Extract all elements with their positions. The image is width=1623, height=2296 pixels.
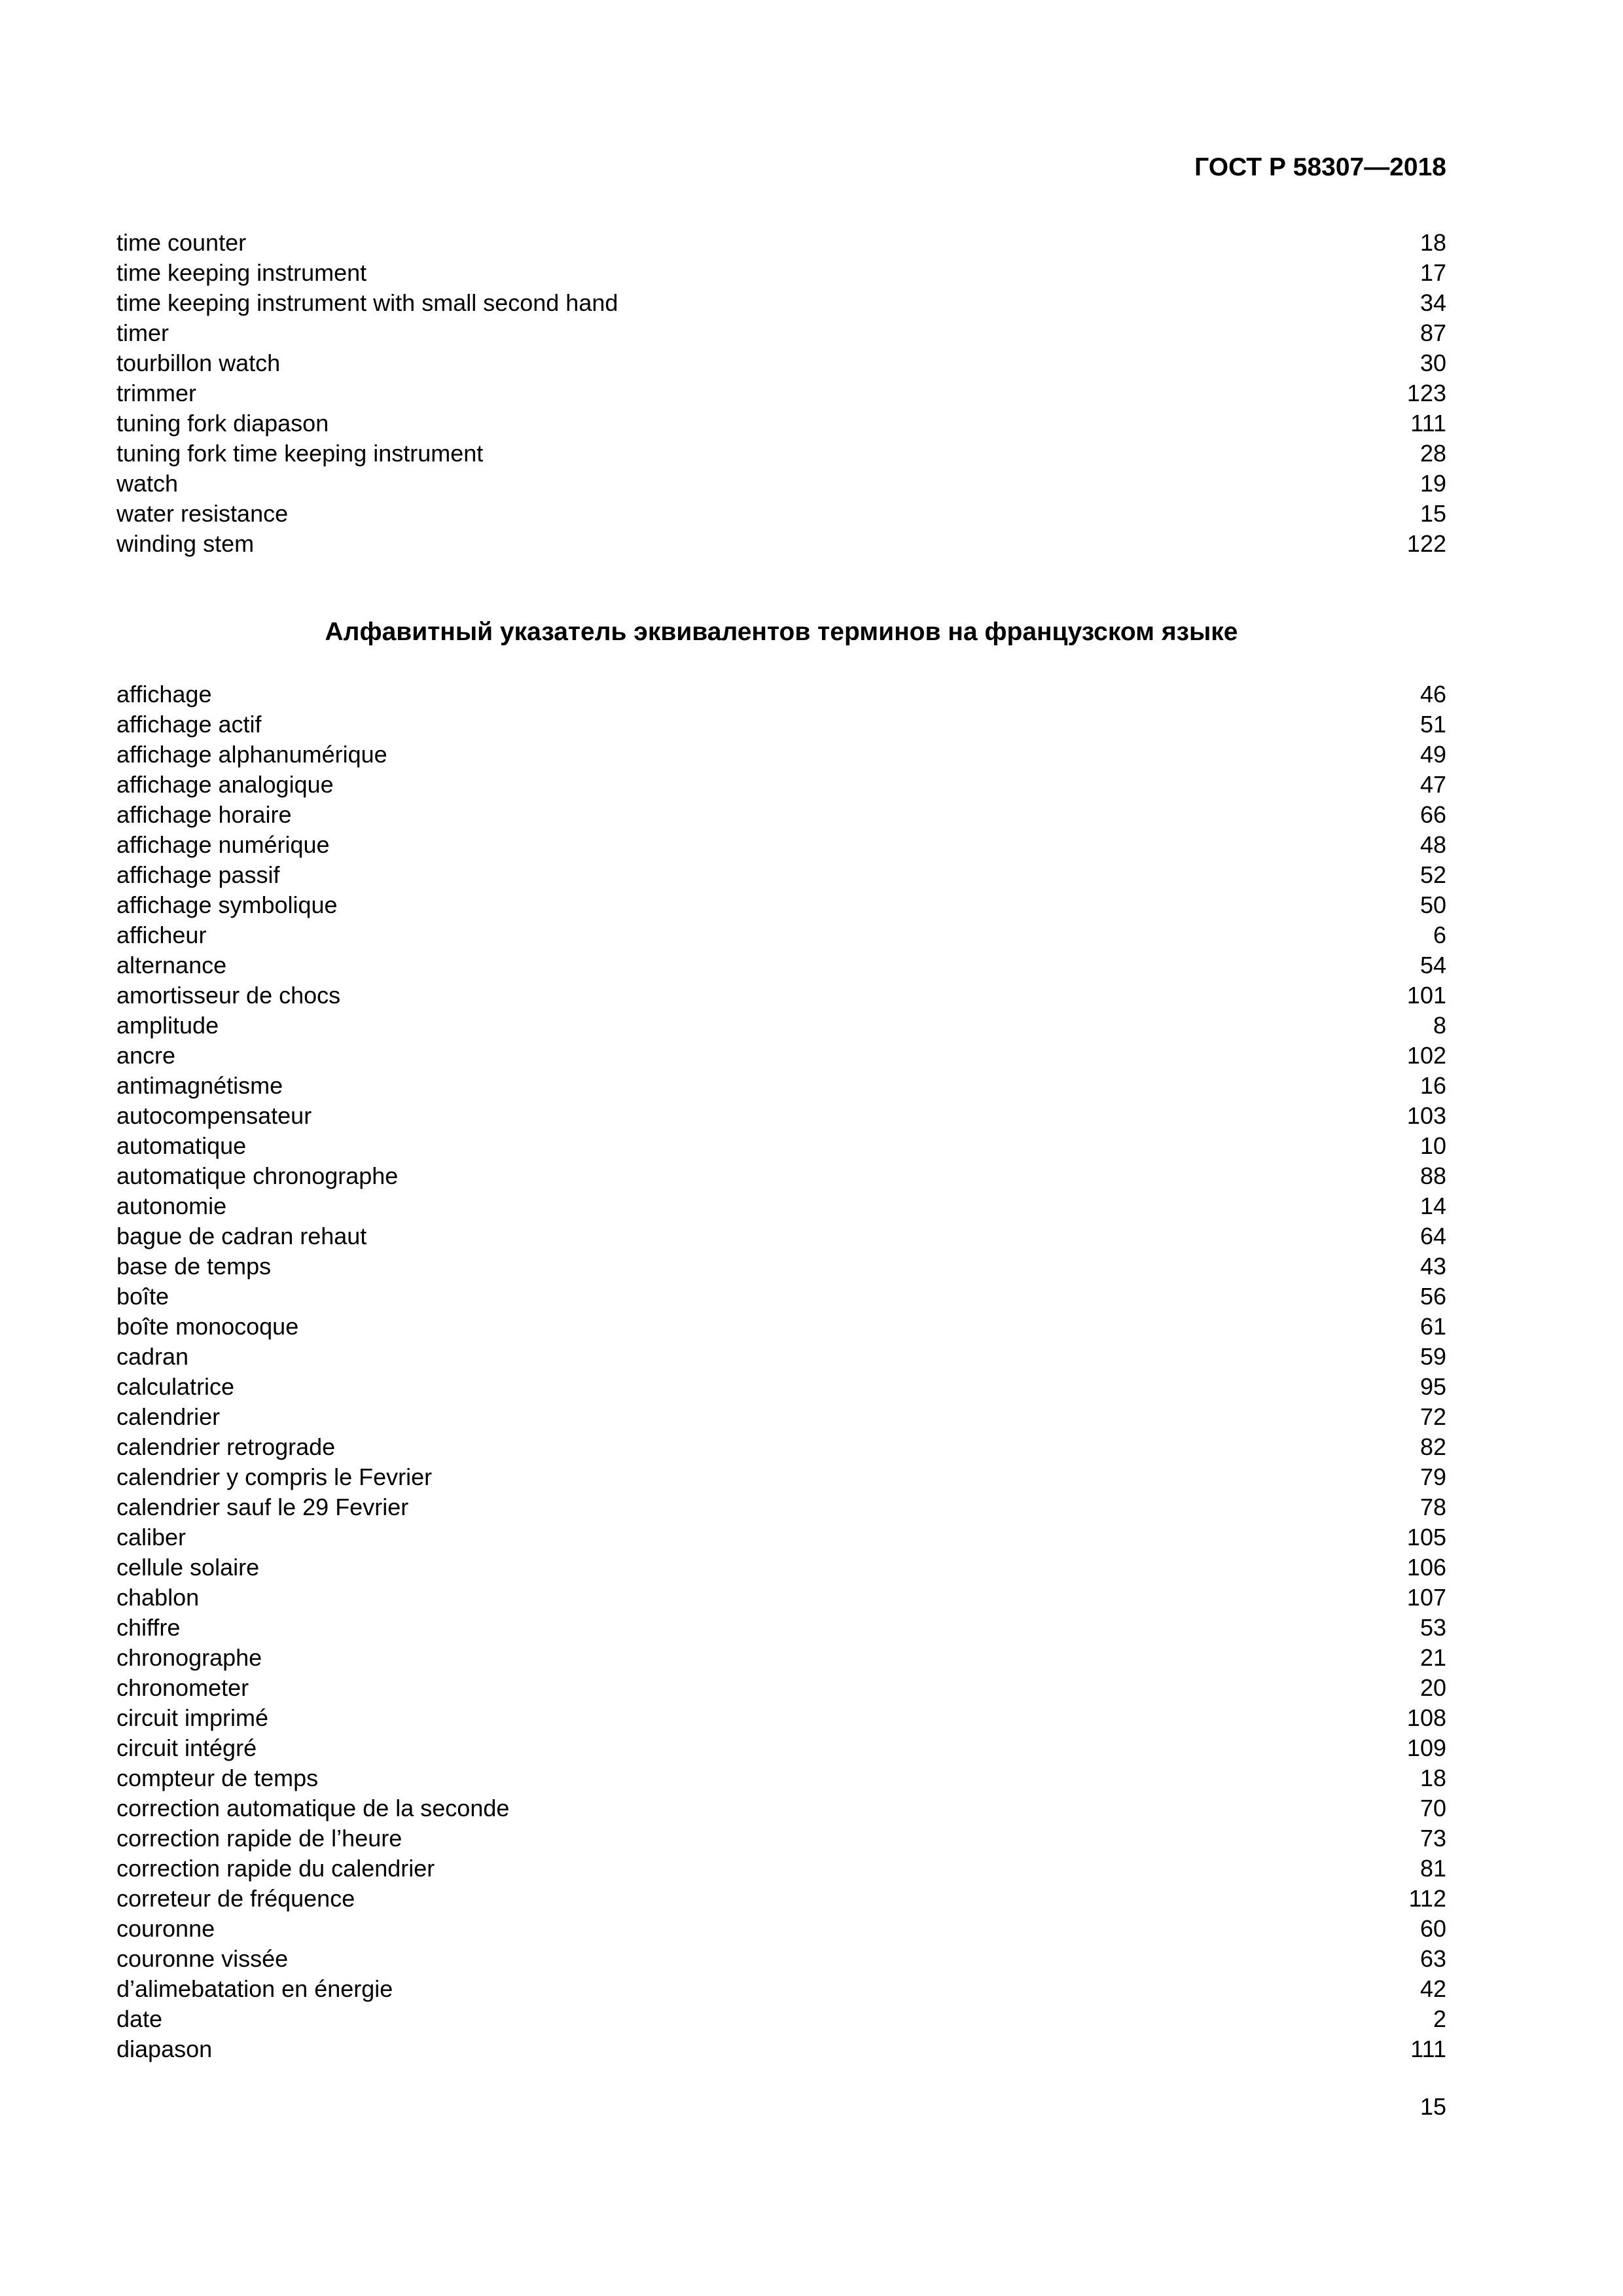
index-term: amortisseur de chocs	[116, 982, 341, 1009]
index-entry	[116, 1101, 1446, 1131]
page-number: 15	[1419, 2093, 1446, 2120]
index-term: cadran	[116, 1343, 189, 1370]
index-term: correction automatique de la seconde	[116, 1795, 510, 1821]
index-number: 19	[1419, 470, 1446, 497]
index-entry	[116, 1402, 1446, 1432]
index-term: boîte	[116, 1283, 169, 1310]
index-number: 34	[1419, 289, 1446, 316]
index-term: diapason	[116, 2036, 213, 2062]
index-entry	[116, 1522, 1446, 1552]
index-number: 51	[1419, 711, 1446, 738]
index-entry	[116, 1251, 1446, 1282]
index-entry	[116, 770, 1446, 800]
index-number: 53	[1419, 1614, 1446, 1641]
index-term: correteur de fréquence	[116, 1885, 355, 1912]
index-entry	[116, 499, 1446, 529]
index-number: 30	[1419, 350, 1446, 376]
index-number: 60	[1419, 1915, 1446, 1942]
index-number: 111	[1410, 2036, 1446, 2062]
index-entry	[116, 1131, 1446, 1161]
index-number: 72	[1419, 1403, 1446, 1430]
index-number: 50	[1419, 891, 1446, 918]
index-number: 28	[1419, 440, 1446, 467]
index-entry	[116, 1613, 1446, 1643]
index-entry	[116, 1492, 1446, 1522]
index-term: chiffre	[116, 1614, 181, 1641]
index-entry	[116, 980, 1446, 1011]
index-term: correction rapide de l’heure	[116, 1825, 402, 1852]
index-term: automatique	[116, 1132, 247, 1159]
index-number: 66	[1419, 801, 1446, 828]
index-term: affichage	[116, 681, 212, 708]
index-entry	[116, 1854, 1446, 1884]
index-entry	[116, 469, 1446, 499]
index-entry	[116, 1041, 1446, 1071]
index-term: antimagnétisme	[116, 1072, 283, 1099]
index-term: affichage analogique	[116, 771, 334, 798]
index-entry	[116, 1342, 1446, 1372]
index-term: date	[116, 2005, 163, 2032]
index-entry	[116, 1643, 1446, 1673]
index-term: calendrier y compris le Fevrier	[116, 1463, 433, 1490]
index-entry	[116, 378, 1446, 408]
index-term: d’alimebatation en énergie	[116, 1975, 393, 2002]
index-number: 47	[1419, 771, 1446, 798]
index-number: 107	[1406, 1584, 1446, 1611]
index-term: winding stem	[116, 530, 255, 557]
index-term: trimmer	[116, 380, 196, 406]
index-term: caliber	[116, 1524, 187, 1551]
index-number: 48	[1419, 831, 1446, 858]
index-entry	[116, 1884, 1446, 1914]
index-entry	[116, 1793, 1446, 1823]
index-term: time counter	[116, 229, 247, 256]
index-term: calendrier retrograde	[116, 1433, 336, 1460]
index-number: 102	[1406, 1042, 1446, 1069]
index-number: 42	[1419, 1975, 1446, 2002]
index-term: calculatrice	[116, 1373, 235, 1400]
index-entry	[116, 1432, 1446, 1462]
index-entry	[116, 258, 1446, 288]
index-number: 106	[1406, 1554, 1446, 1581]
index-entry	[116, 709, 1446, 740]
index-number: 18	[1419, 1765, 1446, 1791]
index-entry	[116, 1583, 1446, 1613]
index-term: calendrier sauf le 29 Fevrier	[116, 1494, 409, 1520]
index-term: affichage alphanumérique	[116, 741, 387, 768]
index-entry	[116, 1071, 1446, 1101]
index-entry	[116, 1703, 1446, 1733]
index-number: 54	[1419, 952, 1446, 978]
index-number: 6	[1433, 922, 1446, 948]
index-number: 123	[1406, 380, 1446, 406]
index-number: 52	[1419, 861, 1446, 888]
index-term: affichage horaire	[116, 801, 292, 828]
index-entry	[116, 288, 1446, 318]
index-number: 14	[1419, 1193, 1446, 1219]
index-entry	[116, 1974, 1446, 2004]
index-number: 112	[1408, 1885, 1446, 1912]
index-number: 61	[1419, 1313, 1446, 1340]
index-number: 70	[1419, 1795, 1446, 1821]
index-entry	[116, 1312, 1446, 1342]
index-number: 21	[1419, 1644, 1446, 1671]
index-term: tuning fork time keeping instrument	[116, 440, 484, 467]
index-term: automatique chronographe	[116, 1162, 399, 1189]
index-entry	[116, 439, 1446, 469]
index-number: 63	[1419, 1945, 1446, 1972]
index-number: 122	[1406, 530, 1446, 557]
index-entry	[116, 529, 1446, 559]
index-term: affichage symbolique	[116, 891, 338, 918]
index-term: base de temps	[116, 1253, 272, 1280]
index-number: 56	[1419, 1283, 1446, 1310]
index-number: 108	[1406, 1704, 1446, 1731]
index-number: 79	[1419, 1463, 1446, 1490]
index-number: 105	[1406, 1524, 1446, 1551]
document-id-header: ГОСТ Р 58307—2018	[1194, 153, 1446, 181]
index-term: correction rapide du calendrier	[116, 1855, 435, 1882]
index-number: 59	[1419, 1343, 1446, 1370]
index-entry	[116, 800, 1446, 830]
index-number: 101	[1406, 982, 1446, 1009]
index-term: amplitude	[116, 1012, 219, 1039]
index-term: time keeping instrument	[116, 259, 367, 286]
index-term: calendrier	[116, 1403, 221, 1430]
index-entry	[116, 348, 1446, 378]
index-term: time keeping instrument with small second hand	[116, 289, 618, 316]
index-term: affichage numérique	[116, 831, 330, 858]
index-number: 17	[1419, 259, 1446, 286]
index-number: 82	[1419, 1433, 1446, 1460]
index-number: 78	[1419, 1494, 1446, 1520]
index-entry	[116, 950, 1446, 980]
index-entry	[116, 1763, 1446, 1793]
index-entry	[116, 1011, 1446, 1041]
index-entry	[116, 228, 1446, 258]
index-entry	[116, 740, 1446, 770]
index-entry	[116, 679, 1446, 709]
index-entry	[116, 1552, 1446, 1583]
index-entry	[116, 318, 1446, 348]
index-term: bague de cadran rehaut	[116, 1223, 367, 1249]
index-term: circuit intégré	[116, 1734, 257, 1761]
french-index-list	[116, 679, 1446, 2064]
index-term: afficheur	[116, 922, 207, 948]
index-entry	[116, 920, 1446, 950]
index-number: 111	[1410, 410, 1446, 437]
index-number: 8	[1433, 1012, 1446, 1039]
index-entry	[116, 1914, 1446, 1944]
index-entry	[116, 1191, 1446, 1221]
index-term: affichage passif	[116, 861, 280, 888]
index-entry	[116, 2004, 1446, 2034]
index-number: 49	[1419, 741, 1446, 768]
index-number: 2	[1433, 2005, 1446, 2032]
index-entry	[116, 830, 1446, 860]
index-term: alternance	[116, 952, 227, 978]
index-entry	[116, 1372, 1446, 1402]
index-term: watch	[116, 470, 179, 497]
index-term: ancre	[116, 1042, 176, 1069]
index-term: timer	[116, 319, 169, 346]
index-number: 20	[1419, 1674, 1446, 1701]
index-entry	[116, 1282, 1446, 1312]
index-term: autocompensateur	[116, 1102, 312, 1129]
index-number: 15	[1419, 500, 1446, 527]
index-term: water resistance	[116, 500, 289, 527]
index-number: 103	[1406, 1102, 1446, 1129]
index-entry	[116, 408, 1446, 439]
index-term: chronometer	[116, 1674, 249, 1701]
index-term: compteur de temps	[116, 1765, 319, 1791]
index-entry	[116, 860, 1446, 890]
index-number: 43	[1419, 1253, 1446, 1280]
index-number: 46	[1419, 681, 1446, 708]
index-term: circuit imprimé	[116, 1704, 269, 1731]
index-number: 18	[1419, 229, 1446, 256]
index-number: 95	[1419, 1373, 1446, 1400]
index-number: 109	[1406, 1734, 1446, 1761]
index-term: cellule solaire	[116, 1554, 260, 1581]
index-term: autonomie	[116, 1193, 227, 1219]
index-number: 88	[1419, 1162, 1446, 1189]
index-term: tuning fork diapason	[116, 410, 329, 437]
index-number: 16	[1419, 1072, 1446, 1099]
index-number: 64	[1419, 1223, 1446, 1249]
index-entry	[116, 1161, 1446, 1191]
index-term: couronne	[116, 1915, 215, 1942]
index-term: chablon	[116, 1584, 200, 1611]
index-entry	[116, 1823, 1446, 1854]
index-number: 73	[1419, 1825, 1446, 1852]
index-term: chronographe	[116, 1644, 262, 1671]
index-entry	[116, 1673, 1446, 1703]
index-term: boîte monocoque	[116, 1313, 299, 1340]
index-entry	[116, 1221, 1446, 1251]
index-entry	[116, 2034, 1446, 2064]
index-entry	[116, 1462, 1446, 1492]
index-entry	[116, 1944, 1446, 1974]
english-index-list	[116, 228, 1446, 559]
index-number: 87	[1419, 319, 1446, 346]
index-term: affichage actif	[116, 711, 262, 738]
index-entry	[116, 1733, 1446, 1763]
index-number: 81	[1419, 1855, 1446, 1882]
french-index-title: Алфавитный указатель эквивалентов терминов на французском языке	[325, 618, 1238, 646]
index-term: couronne vissée	[116, 1945, 289, 1972]
index-number: 10	[1419, 1132, 1446, 1159]
index-entry	[116, 890, 1446, 920]
index-term: tourbillon watch	[116, 350, 281, 376]
